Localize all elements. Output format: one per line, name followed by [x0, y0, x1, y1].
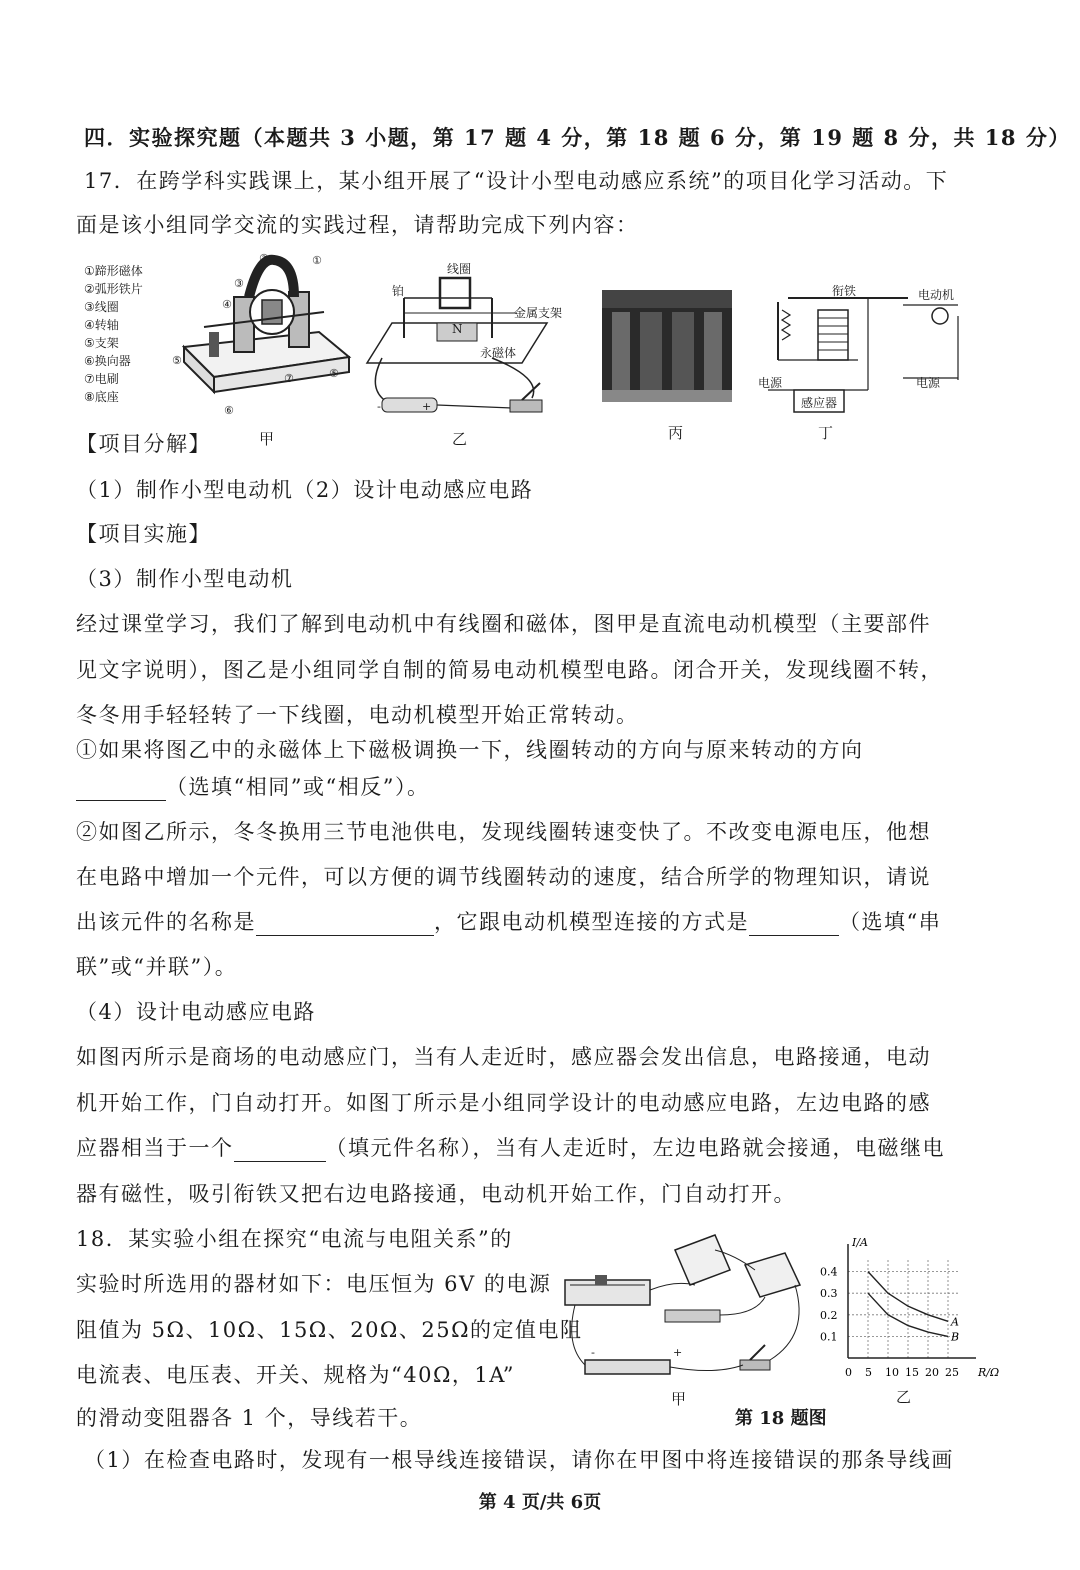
answer-blank[interactable] — [76, 780, 166, 801]
label-coil: 线圈 — [447, 262, 472, 276]
figure-18-caption: 第 18 题图 — [735, 1408, 827, 1429]
q18-line: 的滑动变阻器各 1 个，导线若干。 — [76, 1406, 423, 1430]
q18-line: 实验时所选用的器材如下：电压恒为 6V 的电源 — [76, 1272, 552, 1296]
x-tick-label: 0 — [845, 1366, 852, 1379]
paragraph-line: 冬冬用手轻轻转了一下线圈，电动机模型开始正常转动。 — [76, 703, 639, 727]
y-tick-label: 0.1 — [820, 1330, 838, 1344]
svg-text:+: + — [673, 1346, 683, 1359]
q18-subquestion-1: （1）在检查电路时，发现有一根导线连接错误，请你在甲图中将连接错误的那条导线画 — [84, 1448, 954, 1472]
answer-blank[interactable] — [256, 915, 434, 936]
figure-bing-door-photo — [602, 290, 732, 440]
svg-text:-: - — [377, 400, 381, 413]
question-2-line-b: 在电路中增加一个元件，可以方便的调节线圈转动的速度，结合所学的物理知识，请说 — [76, 865, 931, 889]
svg-text:⑦: ⑦ — [284, 372, 294, 385]
legend-item: ③线圈 — [84, 300, 119, 314]
decompose-text: （1）制作小型电动机（2）设计电动感应电路 — [76, 478, 534, 502]
figure-ding-caption: 丁 — [818, 424, 834, 442]
legend-item: ⑥换向器 — [84, 354, 131, 368]
y-tick-label: 0.4 — [820, 1265, 838, 1279]
label-metal-support: 金属支架 — [514, 306, 563, 320]
y-axis-label: I/A — [852, 1236, 868, 1249]
figure-ding-relay-circuit — [758, 284, 963, 442]
paragraph-line: 器有磁性，吸引衔铁又把右边电路接通，电动机开始工作，门自动打开。 — [76, 1182, 796, 1206]
question-2-line-d: 联”或“并联”）。 — [76, 955, 238, 979]
paragraph-line: 如图丙所示是商场的电动感应门，当有人走近时，感应器会发出信息，电路接通，电动 — [76, 1045, 931, 1069]
figure-yi-caption: 乙 — [452, 430, 468, 448]
x-tick-label: 20 — [925, 1366, 939, 1379]
x-tick-label: 10 — [885, 1366, 899, 1379]
question-1-line-a: ①如果将图乙中的永磁体上下磁极调换一下，线圈转动的方向与原来转动的方向 — [76, 738, 864, 762]
label-power-left: 电源 — [758, 376, 783, 390]
heading-project-decompose: 【项目分解】 — [76, 432, 211, 456]
figure-18-yi-chart — [820, 1236, 1000, 1406]
svg-text:⑤: ⑤ — [329, 367, 339, 380]
experiment-circuit-drawing — [565, 1225, 815, 1385]
figure-18-jia-circuit — [565, 1225, 815, 1408]
q18-line: 阻值为 5Ω、10Ω、15Ω、20Ω、25Ω的定值电阻 — [76, 1318, 583, 1342]
relay-circuit-drawing — [758, 290, 963, 420]
legend-item: ①蹄形磁体 — [84, 264, 143, 278]
q17-intro-line-2: 面是该小组同学交流的实践过程，请帮助完成下列内容： — [76, 213, 639, 237]
legend-item: ⑤支架 — [84, 336, 119, 350]
question-1-line-b: （选填“相同”或“相反”）。 — [76, 773, 429, 801]
svg-text:⑥: ⑥ — [224, 404, 234, 417]
answer-blank[interactable] — [234, 1141, 326, 1162]
svg-text:①: ① — [312, 254, 322, 267]
figure-18-yi-caption: 乙 — [896, 1388, 912, 1406]
y-tick-label: 0.2 — [820, 1308, 838, 1322]
paragraph-line: 机开始工作，门自动打开。如图丁所示是小组同学设计的电动感应电路，左边电路的感 — [76, 1091, 931, 1115]
x-tick-label: 5 — [865, 1366, 872, 1379]
label-platinum: 铂 — [392, 284, 405, 298]
door-photo-image — [602, 290, 732, 405]
x-tick-label: 25 — [945, 1366, 959, 1379]
figure-jia-motor-model — [84, 252, 354, 447]
q18-line: 18．某实验小组在探究“电流与电阻关系”的 — [76, 1227, 513, 1251]
q17-intro-line-1: 17．在跨学科实践课上，某小组开展了“设计小型电动感应系统”的项目化学习活动。下 — [84, 169, 949, 193]
legend-item: ⑧底座 — [84, 390, 119, 404]
y-tick-label: 0.3 — [820, 1287, 838, 1301]
legend-item: ⑦电刷 — [84, 372, 119, 386]
x-axis-label: R/Ω — [978, 1366, 1000, 1379]
series-label-A: A — [951, 1315, 959, 1329]
figure-18-jia-caption: 甲 — [671, 1390, 687, 1408]
legend-item: ④转轴 — [84, 318, 119, 332]
heading-project-implement: 【项目实施】 — [76, 522, 211, 546]
paragraph-line-blank: 应器相当于一个 （填元件名称），当有人走近时，左边电路就会接通，电磁继电 — [76, 1136, 945, 1160]
svg-text:-: - — [591, 1346, 595, 1359]
label-sensor: 感应器 — [801, 396, 838, 410]
label-motor: 电动机 — [918, 288, 955, 302]
label-armature: 衔铁 — [832, 284, 857, 298]
answer-blank[interactable] — [749, 915, 839, 936]
paragraph-line: 经过课堂学习，我们了解到电动机中有线圈和磁体，图甲是直流电动机模型（主要部件 — [76, 612, 931, 636]
paragraph-line: 见文字说明），图乙是小组同学自制的简易电动机模型电路。闭合开关，发现线圈不转， — [76, 658, 943, 682]
figure-yi-motor-circuit — [362, 258, 572, 448]
question-2-line-c: 出该元件的名称是 ，它跟电动机模型连接的方式是 （选填“串 — [76, 910, 942, 934]
series-label-B: B — [951, 1330, 960, 1344]
section-title: 四．实验探究题（本题共 3 小题，第 17 题 4 分，第 18 题 6 分，第 19 题 8 分，共 18 分） — [84, 125, 1071, 150]
figure-bing-caption: 丙 — [668, 424, 684, 442]
label-power-right: 电源 — [916, 376, 941, 390]
label-permanent-magnet: 永磁体 — [480, 346, 517, 360]
motor-model-drawing — [84, 252, 354, 422]
svg-text:+: + — [422, 400, 432, 413]
svg-text:②: ② — [259, 252, 269, 265]
part4-title: （4）设计电动感应电路 — [76, 1000, 316, 1024]
legend-item: ②弧形铁片 — [84, 282, 143, 296]
part3-title: （3）制作小型电动机 — [76, 567, 294, 591]
x-tick-label: 15 — [905, 1366, 919, 1379]
svg-text:③: ③ — [234, 277, 244, 290]
figure-jia-caption: 甲 — [259, 430, 275, 448]
question-2-line-a: ②如图乙所示，冬冬换用三节电池供电，发现线圈转速变快了。不改变电源电压，他想 — [76, 820, 931, 844]
label-n-pole: N — [452, 322, 463, 336]
page-footer: 第 4 页/共 6页 — [478, 1492, 602, 1513]
current-resistance-chart — [820, 1236, 1000, 1380]
svg-text:④: ④ — [222, 298, 232, 311]
q18-line: 电流表、电压表、开关、规格为“40Ω，1A” — [76, 1363, 516, 1387]
svg-text:⑤: ⑤ — [172, 354, 182, 367]
